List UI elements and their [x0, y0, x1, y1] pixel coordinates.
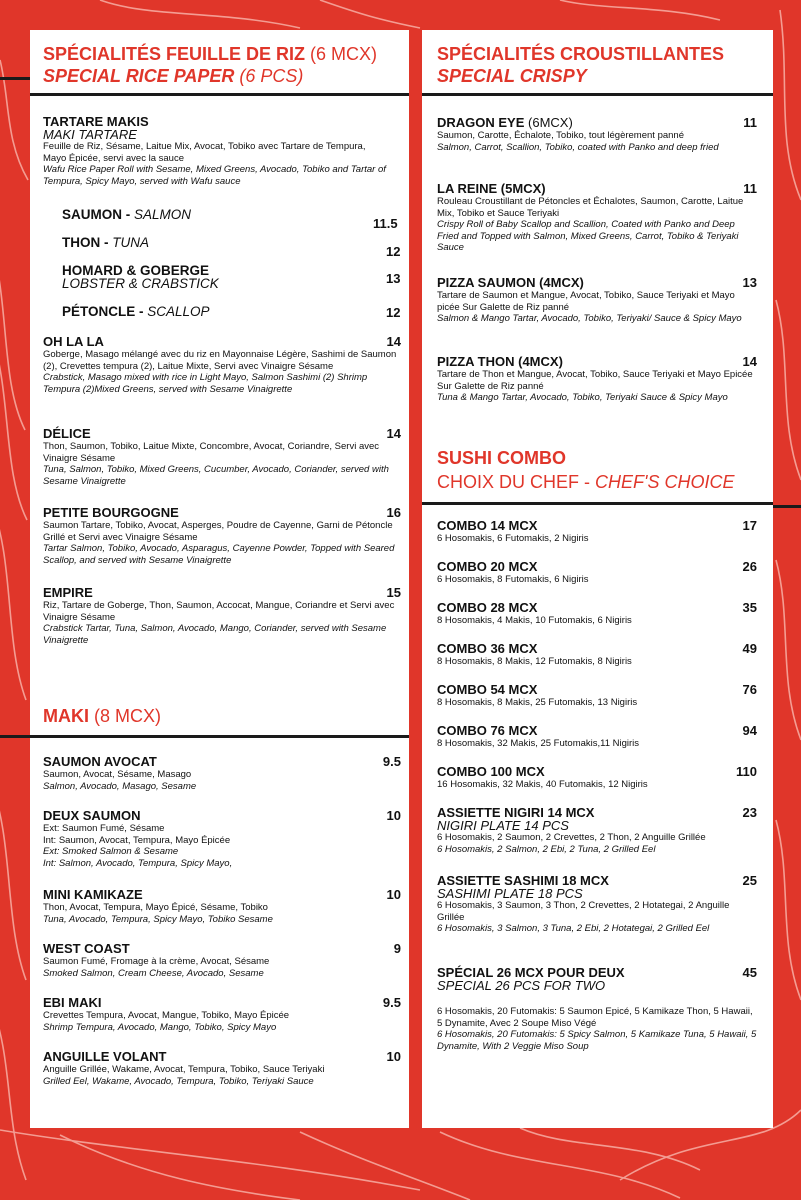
item-name: LA REINE (5MCX) — [437, 181, 546, 196]
item-desc-fr: Tartare de Thon et Mangue, Avocat, Tobiko, Sauce Teriyaki et Mayo Epicée Sur Galette de Riz panné — [437, 369, 753, 392]
item-desc-fr: Ext: Saumon Fumé, Sésame Int: Saumon, Avocat, Tempura, Mayo Épicée — [43, 823, 231, 846]
item-desc: 6 Hosomakis, 6 Futomakis, 2 Nigiris — [437, 533, 589, 544]
item-price: 9.5 — [382, 995, 401, 1010]
item-desc-en: Smoked Salmon, Cream Cheese, Avocado, Sesame — [43, 967, 264, 979]
item-name-en: MAKI TARTARE — [43, 127, 137, 142]
left-edge-rule-top — [0, 77, 30, 80]
item-name: COMBO 20 MCX — [437, 559, 538, 574]
maki-item-anguille-volant — [43, 1049, 401, 1087]
item-desc-en: Tuna, Salmon, Tobiko, Mixed Greens, Cucumber, Avocado, Coriander, served with Sesame Vinaigrette — [43, 464, 389, 487]
item-name: DEUX SAUMON — [43, 808, 141, 823]
item-desc-fr: Riz, Tartare de Goberge, Thon, Saumon, Accocat, Mangue, Coriandre et Servi avec Vinaigre Sésame — [43, 600, 395, 623]
item-desc: 6 Hosomakis, 8 Futomakis, 6 Nigiris — [437, 574, 589, 585]
item-desc-fr: Saumon Fumé, Fromage à la crème, Avocat, Sésame — [43, 956, 270, 967]
item-price: 15 — [386, 585, 401, 600]
item-name: PETITE BOURGOGNE — [43, 505, 179, 520]
maki-item-west-coast — [43, 941, 401, 979]
maki-divider — [30, 735, 409, 738]
item-desc-en: Shrimp Tempura, Avocado, Mango, Tobiko, Spicy Mayo — [43, 1021, 277, 1033]
item-name: COMBO 76 MCX — [437, 723, 538, 738]
item-name: ASSIETTE SASHIMI 18 MCX — [437, 873, 609, 888]
item-price: 14 — [386, 334, 401, 349]
item-name: DRAGON EYE (6MCX) — [437, 115, 573, 130]
item-desc-fr: 6 Hosomakis, 3 Saumon, 3 Thon, 2 Crevettes, 2 Hotategai, 2 Anguille Grillée — [437, 900, 730, 923]
item-desc-en: 6 Hosomakis, 3 Salmon, 3 Tuna, 2 Ebi, 2 Hotategai, 2 Grilled Eel — [437, 923, 710, 934]
item-name: OH LA LA — [43, 334, 104, 349]
right-edge-rule — [773, 505, 801, 508]
item-desc-en: Salmon, Carrot, Scallion, Tobiko, coated with Panko and deep fried — [437, 141, 719, 153]
item-desc-en: Crabstick, Masago mixed with rice in Light Mayo, Salmon Sashimi (2) Shrimp Tempura (2)Mixed Greens, served with Sesame Vinaigrette — [43, 372, 368, 395]
rice-paper-divider — [30, 93, 409, 96]
item-name: COMBO 28 MCX — [437, 600, 538, 615]
maki-item-deux-saumon — [43, 808, 401, 869]
maki-item-saumon-avocat — [43, 754, 401, 792]
item-name: ASSIETTE NIGIRI 14 MCX — [437, 805, 595, 820]
item-desc-en: Crispy Roll of Baby Scallop and Scallion, Coated with Panko and Deep Fried and Topped with Salmon, Mixed Greens, Carrot, Tobiko & Teriyaki Sauce — [437, 219, 739, 253]
item-desc-fr: Anguille Grillée, Wakame, Avocat, Tempura, Tobiko, Sauce Teriyaki — [43, 1064, 325, 1075]
item-desc-fr: Crevettes Tempura, Avocat, Mangue, Tobiko, Mayo Épicée — [43, 1010, 290, 1021]
item-price: 11 — [743, 115, 757, 130]
crispy-item-la-reine — [437, 181, 757, 254]
item-price: 14 — [742, 354, 757, 369]
item-desc-fr: Thon, Avocat, Tempura, Mayo Épicé, Sésame, Tobiko — [43, 902, 268, 913]
item-price: 10 — [386, 808, 401, 823]
combo-title: SUSHI COMBO — [437, 448, 567, 468]
left-edge-rule-bottom — [0, 735, 30, 738]
item-price: 10 — [386, 1049, 401, 1064]
item-name: ANGUILLE VOLANT — [43, 1049, 167, 1064]
item-desc: 16 Hosomakis, 32 Makis, 40 Futomakis, 12 Nigiris — [437, 779, 648, 790]
plate-item-nigiri — [437, 805, 757, 855]
menu-item-empire — [43, 585, 401, 646]
item-desc-fr: Goberge, Masago mélangé avec du riz en Mayonnaise Légère, Sashimi de Saumon (2), Crevettes tempura (2), Laitue Mixte, Servi avec Vinaigre Sésame — [43, 349, 397, 372]
item-name-en: SASHIMI PLATE 18 PCS — [437, 886, 583, 901]
tartare-option-salmon: SAUMON - SALMON — [62, 207, 192, 222]
crispy-item-dragon-eye — [437, 115, 757, 153]
rice-paper-title-fr: SPÉCIALITÉS FEUILLE DE RIZ (6 MCX) — [43, 44, 378, 64]
crispy-divider — [422, 93, 773, 96]
item-price: 110 — [736, 764, 757, 779]
item-name: COMBO 100 MCX — [437, 764, 545, 779]
item-price: 45 — [742, 965, 757, 980]
maki-title: MAKI (8 MCX) — [43, 706, 161, 726]
combo-item-36 — [437, 641, 757, 668]
item-desc-fr: Saumon, Avocat, Sésame, Masago — [43, 769, 192, 780]
item-desc: 8 Hosomakis, 32 Makis, 25 Futomakis,11 Nigiris — [437, 738, 640, 749]
tartare-option-scallop: PÉTONCLE - SCALLOP — [62, 304, 210, 319]
menu-item-delice — [43, 426, 401, 487]
item-price: 16 — [386, 505, 401, 520]
plate-item-sashimi — [437, 873, 757, 935]
item-desc-fr: 6 Hosomakis, 2 Saumon, 2 Crevettes, 2 Thon, 2 Anguille Grillée — [437, 832, 706, 843]
item-name: PIZZA THON (4MCX) — [437, 354, 563, 369]
item-name: COMBO 36 MCX — [437, 641, 538, 656]
item-desc-fr: Saumon, Carotte, Échalote, Tobiko, tout légèrement panné — [437, 130, 684, 141]
menu-item-tartare-makis — [43, 114, 388, 187]
item-name: TARTARE MAKIS — [43, 114, 149, 129]
item-desc-en: Salmon, Avocado, Masago, Sesame — [43, 780, 197, 792]
combo-item-76 — [437, 723, 757, 750]
item-desc-fr: Rouleau Croustillant de Pétoncles et Échalotes, Saumon, Carotte, Laitue Mix, Tobiko et Sauce Teriyaki — [437, 196, 744, 219]
crispy-item-pizza-thon — [437, 354, 757, 404]
item-price: 76 — [742, 682, 757, 697]
item-price: 25 — [742, 873, 757, 888]
item-name: COMBO 14 MCX — [437, 518, 538, 533]
item-desc-en: Ext: Smoked Salmon & Sesame Int: Salmon, Avocado, Tempura, Spicy Mayo, — [43, 846, 233, 869]
item-price: 26 — [742, 559, 757, 574]
item-price: 23 — [742, 805, 757, 820]
combo-item-14 — [437, 518, 757, 545]
menu-item-oh-la-la — [43, 334, 401, 395]
item-price: 35 — [742, 600, 757, 615]
item-price: 9.5 — [382, 754, 401, 769]
item-desc-fr: Thon, Saumon, Tobiko, Laitue Mixte, Concombre, Avocat, Coriandre, Servi avec Vinaigre Sésame — [43, 441, 380, 464]
item-desc-fr: 6 Hosomakis, 20 Futomakis: 5 Saumon Epicé, 5 Kamikaze Thon, 5 Hawaii, 5 Dynamite, Avec 2 Soupe Miso Végé — [437, 1006, 753, 1029]
item-desc: 8 Hosomakis, 4 Makis, 10 Futomakis, 6 Nigiris — [437, 615, 632, 626]
item-desc-en: Grilled Eel, Wakame, Avocado, Tempura, Tobiko, Teriyaki Sauce — [43, 1075, 314, 1087]
item-name-en: SPECIAL 26 PCS FOR TWO — [437, 978, 606, 993]
plate-item-special-for-two — [437, 965, 757, 1052]
combo-item-54 — [437, 682, 757, 709]
maki-item-ebi-maki — [43, 995, 401, 1033]
item-name: PIZZA SAUMON (4MCX) — [437, 275, 584, 290]
item-desc-en: Tuna & Mango Tartar, Avocado, Tobiko, Teriyaki Sauce & Spicy Mayo — [437, 392, 728, 403]
tartare-option-salmon-price: 11.5 — [373, 216, 398, 231]
item-price: 10 — [386, 887, 401, 902]
item-price: 14 — [386, 426, 401, 441]
tartare-option-tuna-price: 12 — [386, 244, 401, 259]
crispy-item-pizza-saumon — [437, 275, 757, 325]
item-desc-en: Wafu Rice Paper Roll with Sesame, Mixed Greens, Avocado, Tobiko and Tartar of Tempura, Spicy Mayo, served with Wafu sauce — [43, 164, 386, 187]
item-desc-en: Tartar Salmon, Tobiko, Avocado, Asparagus, Cayenne Powder, Topped with Seared Scallop, and served with Sesame Vinaigrette — [43, 543, 395, 566]
item-price: 11 — [743, 181, 757, 196]
combo-divider — [422, 502, 773, 505]
item-desc-fr: Tartare de Saumon et Mangue, Avocat, Tobiko, Sauce Teriyaki et Mayo picée Sur Galette de Riz panné — [437, 290, 735, 313]
item-desc: 8 Hosomakis, 8 Makis, 12 Futomakis, 8 Nigiris — [437, 656, 632, 667]
maki-item-mini-kamikaze — [43, 887, 401, 925]
item-name: EMPIRE — [43, 585, 93, 600]
item-price: 49 — [742, 641, 757, 656]
item-desc-en: 6 Hosomakis, 20 Futomakis: 5 Spicy Salmon, 5 Kamikaze Tuna, 5 Hawaii, 5 Dynamite, With 2 Veggie Miso Soup — [437, 1029, 757, 1052]
item-name: SAUMON AVOCAT — [43, 754, 157, 769]
item-price: 94 — [742, 723, 757, 738]
item-name: MINI KAMIKAZE — [43, 887, 143, 902]
item-price: 9 — [393, 941, 401, 956]
item-desc-en: Crabstick Tartar, Tuna, Salmon, Avocado, Mango, Coriander, served with Sesame Vinaigrette — [43, 623, 387, 646]
tartare-option-lobster: HOMARD & GOBERGE LOBSTER & CRABSTICK — [62, 263, 219, 291]
rice-paper-title-en: SPECIAL RICE PAPER (6 PCS) — [43, 66, 304, 86]
item-price: 17 — [742, 518, 757, 533]
item-desc-en: 6 Hosomakis, 2 Salmon, 2 Ebi, 2 Tuna, 2 Grilled Eel — [437, 843, 656, 855]
item-name: SPÉCIAL 26 MCX POUR DEUX — [437, 965, 625, 980]
item-name: EBI MAKI — [43, 995, 102, 1010]
item-desc-fr: Feuille de Riz, Sésame, Laitue Mix, Avocat, Tobiko avec Tartare de Tempura, Mayo Épicée, servi avec la sauce — [43, 141, 366, 164]
menu-item-petite-bourgogne — [43, 505, 401, 566]
item-name: DÉLICE — [43, 426, 91, 441]
combo-item-28 — [437, 600, 757, 627]
item-desc: 8 Hosomakis, 8 Makis, 25 Futomakis, 13 Nigiris — [437, 697, 638, 708]
combo-item-20 — [437, 559, 757, 586]
item-name: COMBO 54 MCX — [437, 682, 538, 697]
item-desc-en: Salmon & Mango Tartar, Avocado, Tobiko, Teriyaki/ Sauce & Spicy Mayo — [437, 313, 742, 324]
item-price: 13 — [742, 275, 757, 290]
item-desc-fr: Saumon Tartare, Tobiko, Avocat, Asperges, Poudre de Cayenne, Garni de Pétoncle Grillé et Servi avec Vinaigre Sésame — [43, 520, 393, 543]
item-name: WEST COAST — [43, 941, 130, 956]
tartare-option-scallop-price: 12 — [386, 305, 401, 320]
crispy-title-en: SPECIAL CRISPY — [437, 66, 587, 86]
combo-subtitle: CHOIX DU CHEF - CHEF'S CHOICE — [437, 472, 735, 492]
tartare-option-tuna: THON - TUNA — [62, 235, 149, 250]
combo-item-100 — [437, 764, 757, 791]
crispy-title-fr: SPÉCIALITÉS CROUSTILLANTES — [437, 44, 725, 64]
item-desc-en: Tuna, Avocado, Tempura, Spicy Mayo, Tobiko Sesame — [43, 913, 273, 925]
tartare-option-lobster-price: 13 — [386, 271, 401, 286]
item-name-en: NIGIRI PLATE 14 PCS — [437, 818, 569, 833]
